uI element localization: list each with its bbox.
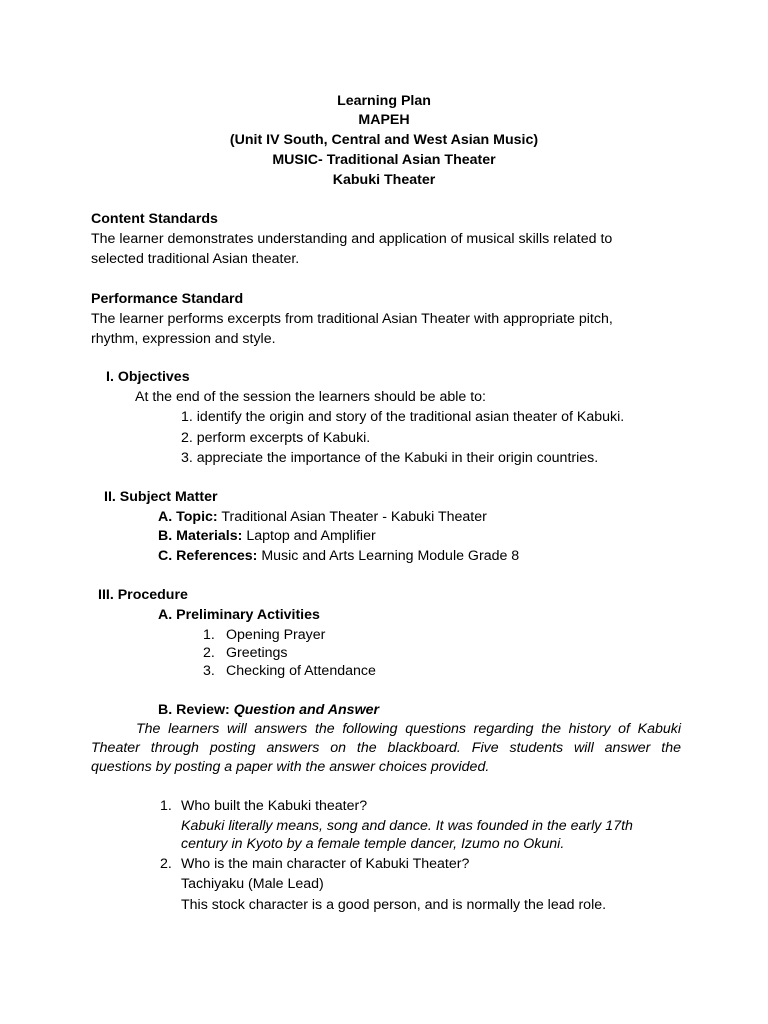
content-standards-text: The learner demonstrates understanding and application of musical skills related to bbox=[91, 231, 613, 247]
review-paragraph: The learners will answers the following questions regarding the history of Kabuki bbox=[136, 721, 681, 737]
list-item: Greetings bbox=[226, 645, 288, 661]
question-number: 1. bbox=[160, 798, 172, 814]
review-paragraph: Theater through posting answers on the blackboard. Five students will answer the bbox=[91, 740, 681, 756]
doc-topic: MUSIC- Traditional Asian Theater bbox=[272, 152, 496, 168]
objective-item: 3. appreciate the importance of the Kabuki in their origin countries. bbox=[181, 450, 599, 466]
subject-matter-heading: II. Subject Matter bbox=[104, 489, 218, 505]
list-item-number: 3. bbox=[203, 663, 215, 679]
preliminary-heading: A. Preliminary Activities bbox=[158, 607, 320, 623]
performance-standard-text: The learner performs excerpts from traditional Asian Theater with appropriate pitch, bbox=[91, 311, 613, 327]
question-number: 2. bbox=[160, 856, 172, 872]
subject-materials bbox=[158, 527, 376, 546]
answer-text: Kabuki literally means, song and dance. It was founded in the early 17th bbox=[181, 818, 633, 834]
doc-lesson: Kabuki Theater bbox=[332, 172, 436, 188]
materials-value: Laptop and Amplifier bbox=[246, 528, 376, 544]
content-standards-heading: Content Standards bbox=[91, 211, 218, 227]
question-text: Who is the main character of Kabuki Theater? bbox=[181, 856, 470, 872]
performance-standard-heading: Performance Standard bbox=[91, 291, 244, 307]
content-standards-text: selected traditional Asian theater. bbox=[91, 251, 300, 267]
references-value: Music and Arts Learning Module Grade 8 bbox=[261, 548, 520, 564]
performance-standard-text: rhythm, expression and style. bbox=[91, 331, 276, 347]
references-label: C. References: bbox=[158, 548, 258, 564]
materials-label: B. Materials: bbox=[158, 528, 243, 544]
doc-title: Learning Plan bbox=[337, 93, 431, 109]
objectives-heading: I. Objectives bbox=[106, 369, 190, 385]
subject-references bbox=[158, 547, 519, 566]
doc-unit: (Unit IV South, Central and West Asian Music) bbox=[229, 132, 539, 148]
objective-item: 2. perform excerpts of Kabuki. bbox=[181, 430, 371, 446]
answer-text: Tachiyaku (Male Lead) bbox=[181, 876, 324, 892]
review-title: Question and Answer bbox=[233, 702, 380, 718]
procedure-heading: III. Procedure bbox=[98, 587, 188, 603]
answer-text: century in Kyoto by a female temple dancer, Izumo no Okuni. bbox=[181, 836, 565, 852]
doc-subject: MAPEH bbox=[358, 112, 410, 128]
objectives-intro: At the end of the session the learners should be able to: bbox=[135, 389, 486, 405]
review-paragraph: questions by posting a paper with the answer choices provided. bbox=[91, 759, 490, 775]
list-item: Checking of Attendance bbox=[226, 663, 376, 679]
subject-topic bbox=[158, 508, 487, 527]
review-heading bbox=[158, 701, 379, 720]
topic-value: Traditional Asian Theater - Kabuki Theater bbox=[221, 509, 487, 525]
answer-text: This stock character is a good person, and is normally the lead role. bbox=[181, 897, 607, 913]
review-label: B. Review: bbox=[158, 702, 230, 718]
objective-item: 1. identify the origin and story of the traditional asian theater of Kabuki. bbox=[181, 409, 625, 425]
list-item-number: 1. bbox=[203, 627, 215, 643]
topic-label: A. Topic: bbox=[158, 509, 218, 525]
list-item: Opening Prayer bbox=[226, 627, 326, 643]
list-item-number: 2. bbox=[203, 645, 215, 661]
question-text: Who built the Kabuki theater? bbox=[181, 798, 368, 814]
